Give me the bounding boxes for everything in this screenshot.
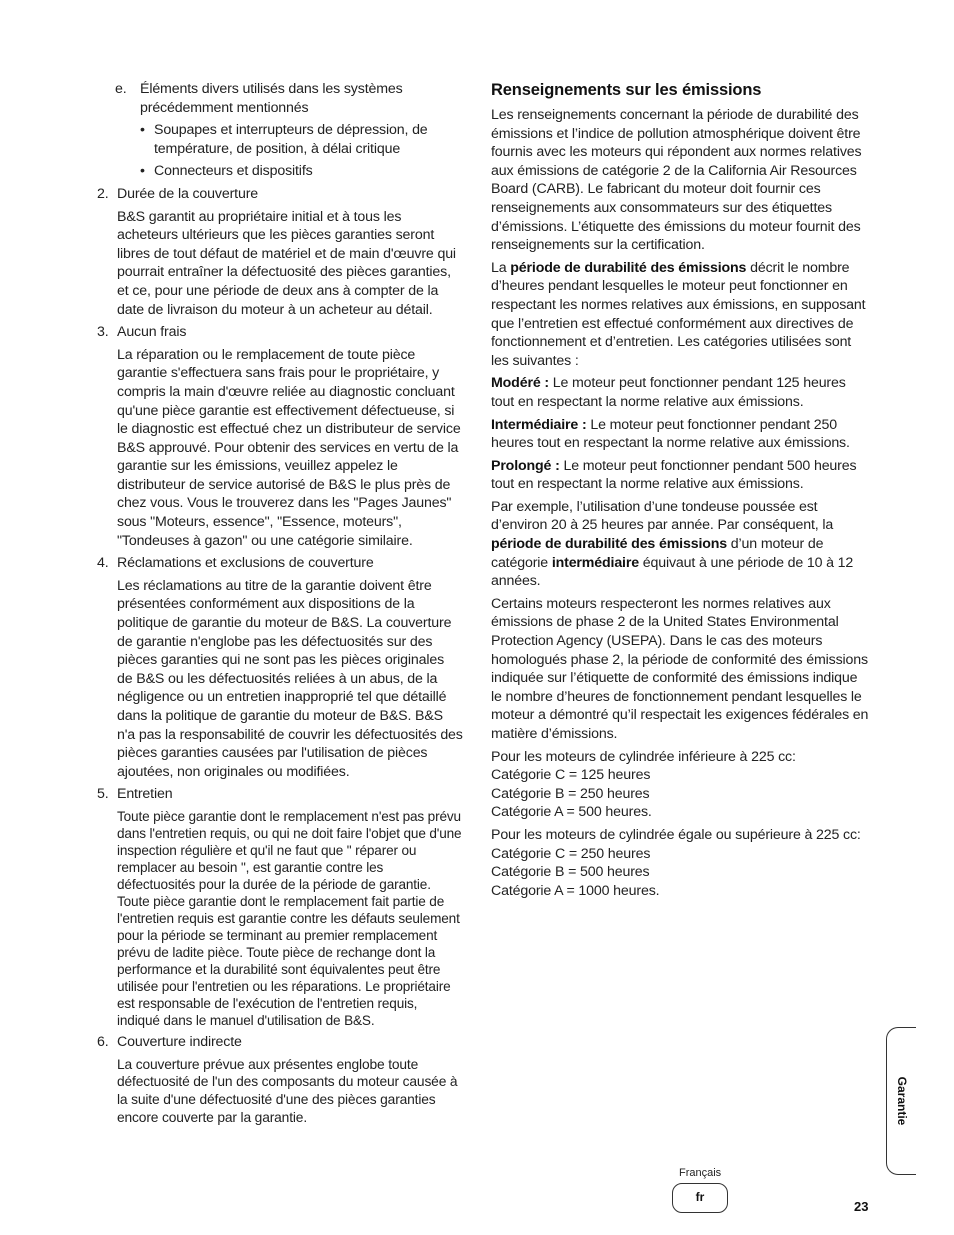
category-list-small bbox=[491, 748, 871, 822]
item-title: Entretien bbox=[117, 786, 173, 803]
bold-term: période de durabilité des émissions bbox=[491, 536, 728, 553]
section-side-tab bbox=[886, 1027, 916, 1175]
category-list-large bbox=[491, 826, 871, 900]
list-item-4 bbox=[97, 554, 463, 573]
category-text: Le moteur peut fonctionner pendant 500 heures tout en respectant la norme relative aux émissions. bbox=[491, 457, 857, 493]
item-marker: 2. bbox=[97, 185, 109, 202]
item-marker: 6. bbox=[97, 1033, 109, 1050]
bullet-list bbox=[140, 121, 463, 181]
paragraph bbox=[491, 498, 871, 591]
text-run: d’un moteur de catégorie bbox=[491, 536, 824, 571]
paragraph: Certains moteurs respecteront les normes relatives aux émissions de phase 2 de la United States Environmental Protection Agency (USEPA). Dans le cas des moteurs homologués phase 2, la période de conformité des émissions indiquée sur l’étiquette de conformité des émissions indique le nombre d’heures de fonctionnement pendant lesquelles le moteur a démontré qu’il respectait les exigences fédérales en matière d’émissions. bbox=[491, 595, 869, 742]
bold-term: période de durabilité des émissions bbox=[510, 259, 747, 276]
page-number: 23 bbox=[854, 1199, 869, 1214]
list-line: Catégorie A = 1000 heures. bbox=[491, 882, 660, 899]
item-body: Toute pièce garantie dont le remplacement n'est pas prévu dans l'entretien requis, ou qui ne doit faire l'objet que d'une inspection régulière et qu'il ne faut que " réparer ou remplacer au besoin ", est garantie contre les défectuosités pour la durée de la période de garantie. Toute pièce garantie dont le remplacement fait partie de l'entretien requis est garantie contre les défauts seulement pour la période se terminant au premier remplacement prévu de ladite pièce. Toute pièce de rechange dont la performance et la durabilité sont équivalentes peut être utilisée pour l'entretien ou les réparations. Le propriétaire est responsable de l'exécution de l'entretien requis, indiqué dans le manuel d'utilisation de B&S. bbox=[117, 808, 462, 1028]
category-label: Intermédiaire : bbox=[491, 416, 587, 433]
item-title: Aucun frais bbox=[117, 324, 187, 341]
item-text: Éléments divers utilisés dans les systèmes précédemment mentionnés bbox=[140, 81, 403, 116]
list-line: Catégorie C = 125 heures bbox=[491, 767, 651, 784]
item-body: Les réclamations au titre de la garantie doivent être présentées conformément aux dispositions de la politique de garantie du moteur de B&S. La couverture de garantie n'englobe pas les défectuosités sur des pièces garanties qui ne sont pas les pièces originales de B&S ou les défectuosités reliées à un abus, de la négligence ou un entretien inapproprié tel que détaillé dans la politique de garantie du moteur de B&S. B&S n'a pas la responsabilité de couvrir les défectuosités des pièces garanties causées par l'utilisation de pièces ajoutées, non originales ou modifiées. bbox=[117, 577, 463, 780]
item-title: Couverture indirecte bbox=[117, 1033, 242, 1050]
list-item-2 bbox=[97, 185, 463, 204]
item-body: La couverture prévue aux présentes englobe toute défectuosité de l'un des composants du moteur causée à la suite d'une défectuosité d'une des pièces garanties encore couverte par la garantie. bbox=[117, 1056, 458, 1125]
item-marker: 4. bbox=[97, 555, 109, 572]
category-text: Le moteur peut fonctionner pendant 250 heures tout en respectant la norme relative aux émissions. bbox=[491, 416, 850, 452]
right-column bbox=[491, 80, 871, 904]
language-badge: fr bbox=[672, 1183, 728, 1213]
paragraph: Les renseignements concernant la période de durabilité des émissions et l’indice de pollution atmosphérique doivent être fournis avec les moteurs qui répondent aux normes relatives aux émissions de catégorie 2 de la California Air Resources Board (CARB). Le fabricant du moteur doit fournir ces renseignements aux consommateurs sur des étiquettes d’émissions. L’étiquette des émissions du moteur fournit des renseignements sur la certification. bbox=[491, 107, 862, 254]
category-text: Le moteur peut fonctionner pendant 125 heures tout en respectant la norme relative aux émissions. bbox=[491, 375, 846, 410]
list-line: Catégorie B = 500 heures bbox=[491, 864, 650, 881]
category-modere bbox=[491, 374, 871, 411]
list-item-3 bbox=[97, 323, 463, 342]
item-title: Durée de la couverture bbox=[117, 185, 259, 202]
item-marker: 5. bbox=[97, 786, 109, 803]
category-label: Prolongé : bbox=[491, 457, 560, 474]
item-body: B&S garantit au propriétaire initial et à tous les acheteurs ultérieurs que les pièces garanties seront libres de tout défaut de matériel et de main d'œuvre qui pourrait entraîner la défectuosité des pièces garanties, et ce, pour une période de deux ans à compter de la date de livraison du moteur à un acheteur au détail. bbox=[117, 208, 456, 318]
list-item-6 bbox=[97, 1033, 463, 1052]
category-label: Modéré : bbox=[491, 375, 549, 392]
bullet-text: Connecteurs et dispositifs bbox=[154, 163, 313, 180]
list-line: Catégorie C = 250 heures bbox=[491, 845, 651, 862]
bullet-item bbox=[140, 162, 463, 181]
text-run: Par exemple, l’utilisation d’une tondeuse poussée est d’environ 20 à 25 heures par année. Par conséquent, la bbox=[491, 498, 834, 534]
side-tab-label: Garantie bbox=[894, 1076, 909, 1126]
list-line: Catégorie A = 500 heures. bbox=[491, 804, 652, 821]
item-title: Réclamations et exclusions de couverture bbox=[117, 555, 374, 572]
bold-term: intermédiaire bbox=[551, 554, 639, 571]
item-marker: e. bbox=[115, 81, 127, 97]
list-title: Pour les moteurs de cylindrée égale ou supérieure à 225 cc: bbox=[491, 826, 861, 843]
category-prolonge bbox=[491, 457, 871, 494]
bullet-item bbox=[140, 121, 463, 158]
bullet-icon: • bbox=[140, 122, 145, 139]
category-intermediaire bbox=[491, 416, 871, 453]
text-run: La bbox=[491, 259, 511, 276]
list-line: Catégorie B = 250 heures bbox=[491, 785, 650, 802]
text-run: décrit le nombre d’heures pendant lesquelles le moteur peut fonctionner en respectant les normes relatives aux émissions, en supposant que l’entretien est effectué conformément aux directives de fonctionnement et d’entretien. Les catégories utilisées sont les suivantes : bbox=[491, 259, 866, 369]
bullet-text: Soupapes et interrupteurs de dépression, de température, de position, à délai critique bbox=[154, 122, 428, 157]
section-heading: Renseignements sur les émissions bbox=[491, 81, 762, 99]
paragraph bbox=[491, 259, 871, 371]
item-marker: 3. bbox=[97, 324, 109, 341]
list-title: Pour les moteurs de cylindrée inférieure à 225 cc: bbox=[491, 748, 796, 765]
item-body: La réparation ou le remplacement de toute pièce garantie s'effectuera sans frais pour le propriétaire, y compris la main d'œuvre reliée au diagnostic concluant qu'une pièce garantie est effectivement défectueuse, si le diagnostic est effectué chez un distributeur de service B&S approuvé. Pour obtenir des services en vertu de la garantie sur les émissions, veuillez appelez le distributeur de service autorisé de B&S le plus près de chez vous. Vous le trouverez dans les "Pages Jaunes" sous "Moteurs, essence", "Essence, moteurs", "Tondeuses à gazon" ou une catégorie similaire. bbox=[117, 346, 461, 549]
left-column bbox=[97, 80, 463, 1131]
list-item-5 bbox=[97, 785, 463, 804]
bullet-icon: • bbox=[140, 163, 145, 180]
list-item-e bbox=[115, 80, 463, 117]
language-label: Français bbox=[679, 1167, 722, 1179]
text-run: équivaut à une période de 10 à 12 années. bbox=[491, 554, 854, 590]
